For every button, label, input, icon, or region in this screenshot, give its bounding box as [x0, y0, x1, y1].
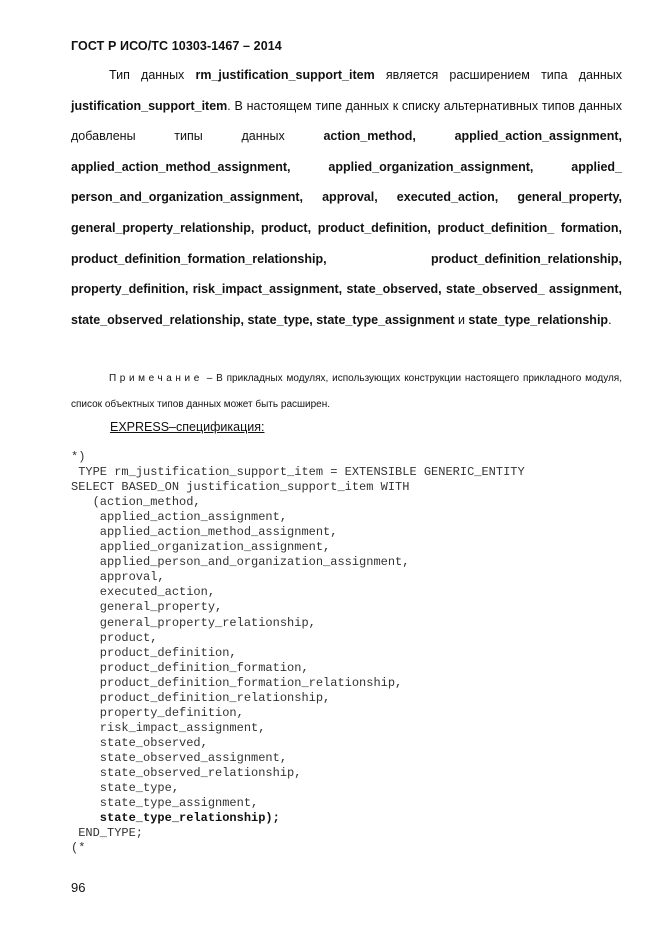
paragraph-text-5: . — [608, 312, 612, 327]
type-name-rm-justification-support-item: rm_justification_support_item — [195, 68, 375, 82]
paragraph-text-2: является расширением типа данных — [374, 68, 622, 82]
note-paragraph — [71, 366, 622, 418]
note-text: – В прикладных модулях, использующих конструкции настоящего прикладного модуля, список объектных типов данных может быть расширен. — [71, 373, 622, 410]
note-label: Примечание — [109, 373, 203, 384]
document-header: ГОСТ Р ИСО/ТС 10303-1467 – 2014 — [71, 39, 282, 53]
express-code-end: END_TYPE; (* — [71, 826, 144, 856]
type-name-state-type-relationship: state_type_relationship — [468, 312, 609, 327]
body-paragraph — [71, 60, 622, 335]
paragraph-text-1: Тип данных — [109, 68, 196, 82]
express-spec-title: EXPRESS–спецификация: — [110, 420, 265, 434]
express-code-last-item: state_type_relationship); — [71, 811, 280, 826]
paragraph-text-4: и — [454, 312, 469, 327]
express-code-block — [71, 450, 525, 856]
page-number: 96 — [71, 880, 86, 895]
added-types-list: action_method, applied_action_assignment, applied_action_method_assignment, applied_organization_assignment, applied_ person_and_organization_assignment, approval, executed_action, general_property, general_property_relationship, product, product_definition, product_definition_ formation, product_definition_formation_relationship, product_definition_relationship, property_definition, risk_impact_assignment, state_observed, state_observed_ assignment, state_observed_relationship, state_type, state_type_assignment — [71, 129, 622, 327]
type-name-justification-support-item: justification_support_item — [71, 98, 228, 113]
paragraph-text-3: . В настоящем типе данных к списку альтернативных типов данных добавлены типы данных — [71, 98, 622, 144]
express-code-body: *) TYPE rm_justification_support_item = EXTENSIBLE GENERIC_ENTITY SELECT BASED_ON justification_support_item WITH (action_method, applied_action_assignment, applied_action_method_assignment, applied_organization_assignment, applied_person_and_organization_assignment, approval, executed_action, general_property, general_property_relationship, product, product_definition, product_definition_formation, product_definition_formation_relationship, product_definition_relationship, property_definition, risk_impact_assignment, state_observed, state_observed_assignment, state_observed_relationship, state_type, state_type_assignment, — [71, 450, 525, 811]
